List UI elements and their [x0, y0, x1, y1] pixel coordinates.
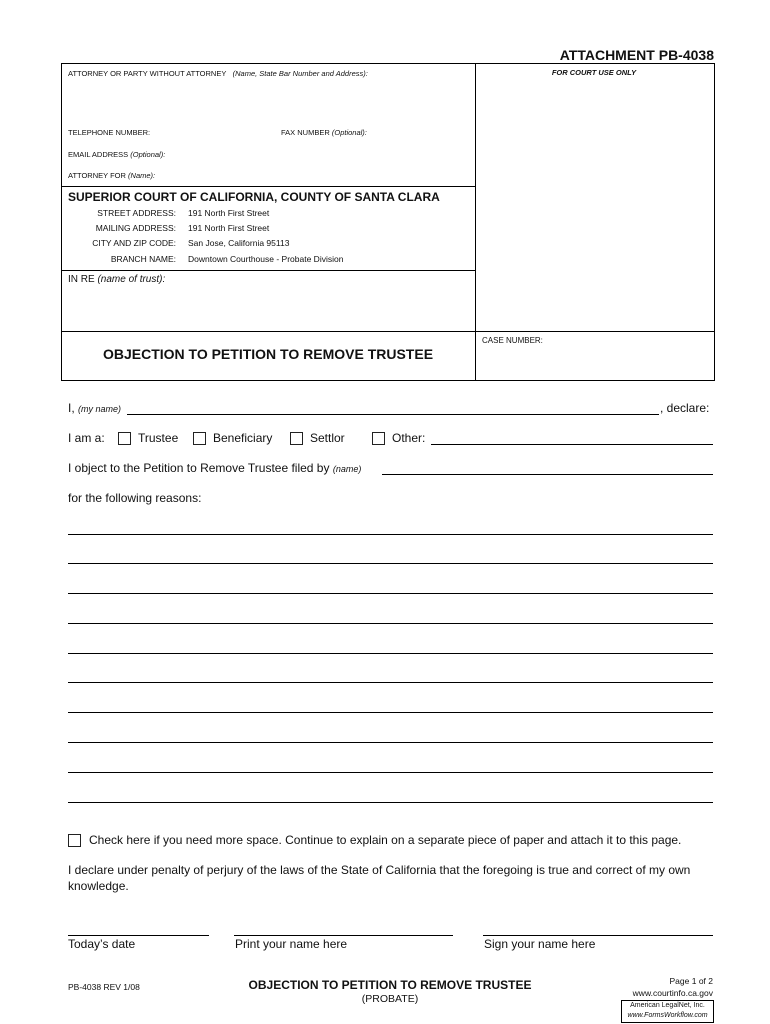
- other-label: Other:: [392, 431, 426, 445]
- i-am-a-label: I am a:: [68, 431, 105, 445]
- reason-line[interactable]: [68, 534, 713, 535]
- caption-box: [61, 63, 715, 381]
- branch-name-label: BRANCH NAME:: [110, 254, 176, 264]
- caption-divider: [475, 63, 476, 380]
- print-name-field[interactable]: [234, 935, 453, 936]
- signature-field[interactable]: [483, 935, 713, 936]
- declarant-line: I, (my name): [68, 401, 122, 415]
- attachment-number: ATTACHMENT PB-4038: [559, 47, 714, 63]
- publisher-website: www.FormsWorkflow.com: [627, 1012, 708, 1019]
- more-space-checkbox[interactable]: [68, 834, 81, 847]
- city-zip-value: San Jose, California 95113: [188, 238, 290, 248]
- title-divider: [61, 331, 714, 332]
- publisher-box: [621, 1000, 714, 1023]
- date-field[interactable]: [68, 935, 209, 936]
- telephone-label: TELEPHONE NUMBER:: [68, 128, 151, 137]
- court-divider: [61, 186, 475, 187]
- declaration-text: I declare under penalty of perjury of the laws of the State of California that the foregoing is true and correct of my own knowledge.: [68, 863, 691, 893]
- sign-name-label: Sign your name here: [484, 937, 596, 951]
- publisher-name: American LegalNet, Inc.: [630, 1002, 705, 1009]
- reason-line[interactable]: [68, 653, 713, 654]
- street-address-label: STREET ADDRESS:: [97, 208, 176, 218]
- reason-line[interactable]: [68, 772, 713, 773]
- beneficiary-checkbox[interactable]: [193, 432, 206, 445]
- reasons-label: for the following reasons:: [68, 491, 202, 505]
- reason-line[interactable]: [68, 742, 713, 743]
- beneficiary-label: Beneficiary: [213, 431, 273, 445]
- branch-name-value: Downtown Courthouse - Probate Division: [188, 254, 344, 264]
- trustee-checkbox[interactable]: [118, 432, 131, 445]
- footer-subtitle: (PROBATE): [361, 993, 419, 1005]
- reason-line[interactable]: [68, 593, 713, 594]
- court-use-only-label: FOR COURT USE ONLY: [551, 68, 637, 77]
- declare-text: , declare:: [660, 401, 710, 415]
- settlor-label: Settlor: [310, 431, 345, 445]
- court-website: www.courtinfo.ca.gov: [632, 988, 713, 998]
- fax-label: FAX NUMBER (Optional):: [281, 128, 367, 137]
- petitioner-name-field[interactable]: [382, 474, 713, 475]
- attorney-for-label: ATTORNEY FOR (Name):: [68, 171, 156, 180]
- reason-line[interactable]: [68, 802, 713, 803]
- footer-title: OBJECTION TO PETITION TO REMOVE TRUSTEE: [248, 978, 532, 992]
- print-name-label: Print your name here: [235, 937, 348, 951]
- trustee-label: Trustee: [138, 431, 179, 445]
- settlor-checkbox[interactable]: [290, 432, 303, 445]
- in-re-divider: [61, 270, 475, 271]
- revision-code: PB-4038 REV 1/08: [68, 982, 140, 992]
- reason-line[interactable]: [68, 682, 713, 683]
- other-field[interactable]: [431, 444, 713, 445]
- reason-line[interactable]: [68, 712, 713, 713]
- my-name-field[interactable]: [127, 414, 659, 415]
- mailing-address-value: 191 North First Street: [188, 223, 270, 233]
- in-re-label: IN RE (name of trust):: [68, 274, 166, 285]
- mailing-address-label: MAILING ADDRESS:: [95, 223, 176, 233]
- street-address-value: 191 North First Street: [188, 208, 270, 218]
- court-title: SUPERIOR COURT OF CALIFORNIA, COUNTY OF SANTA CLARA: [68, 190, 440, 204]
- reason-line[interactable]: [68, 623, 713, 624]
- reason-line[interactable]: [68, 563, 713, 564]
- more-space-text: Check here if you need more space. Continue to explain on a separate piece of paper and attach it to this page.: [89, 833, 682, 847]
- form-title: OBJECTION TO PETITION TO REMOVE TRUSTEE: [102, 346, 434, 362]
- page-number: Page 1 of 2: [669, 976, 713, 986]
- city-zip-label: CITY AND ZIP CODE:: [92, 238, 176, 248]
- other-checkbox[interactable]: [372, 432, 385, 445]
- email-label: EMAIL ADDRESS (Optional):: [68, 150, 166, 159]
- case-number-label: CASE NUMBER:: [482, 336, 543, 345]
- attorney-label: ATTORNEY OR PARTY WITHOUT ATTORNEY (Name, State Bar Number and Address):: [68, 69, 368, 78]
- object-text: I object to the Petition to Remove Trustee filed by (name): [68, 461, 362, 475]
- date-label: Today’s date: [68, 937, 136, 951]
